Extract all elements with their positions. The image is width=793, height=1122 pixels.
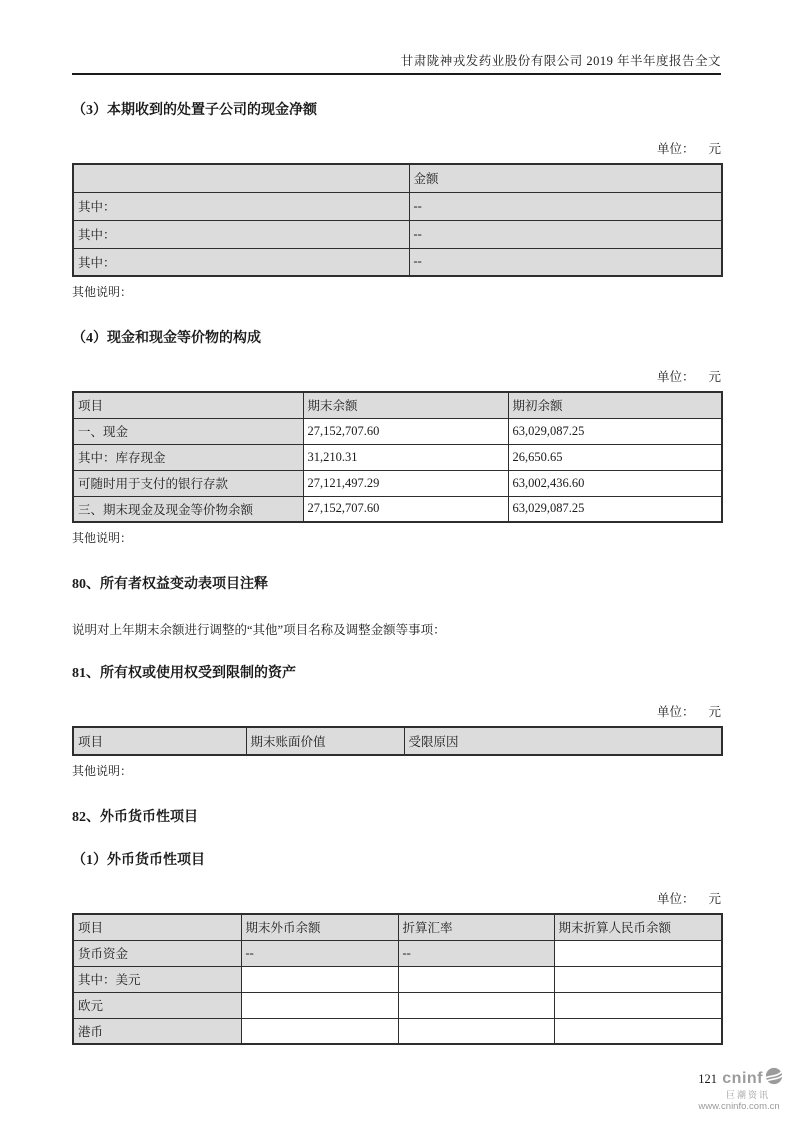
table-header-row — [73, 164, 722, 192]
unit-line-1 — [72, 139, 721, 157]
rmb-balance — [554, 992, 722, 1018]
table-row — [73, 966, 722, 992]
row-item: 欧元 — [73, 992, 241, 1018]
page-header — [72, 0, 721, 75]
ending-balance: 27,121,497.29 — [303, 470, 508, 496]
col-header-foreign-balance: 期末外币余额 — [241, 914, 398, 940]
section-82-title: 82、外币货币性项目 — [72, 810, 198, 825]
cninfo-logo-subtext: 巨潮资讯 — [725, 1089, 770, 1100]
row-item: 港币 — [73, 1018, 241, 1044]
col-header-item: 项目 — [73, 392, 303, 418]
foreign-balance — [241, 992, 398, 1018]
table-row — [73, 470, 722, 496]
table-row — [73, 220, 722, 248]
row-label: 其中： — [73, 248, 409, 276]
cninfo-logo-row — [693, 1067, 785, 1090]
unit-value: 元 — [708, 370, 721, 384]
cninfo-logo-text: cninf — [722, 1069, 763, 1087]
table-header-row — [73, 392, 722, 418]
table-row — [73, 940, 722, 966]
unit-value: 元 — [708, 142, 721, 156]
col-header-restriction-reason: 受限原因 — [404, 727, 722, 755]
unit-line-3 — [72, 702, 721, 720]
rmb-balance — [554, 966, 722, 992]
cninfo-logo-url: www.cninfo.com.cn — [698, 1100, 780, 1112]
row-item: 其中：美元 — [73, 966, 241, 992]
col-header-rmb-balance: 期末折算人民币余额 — [554, 914, 722, 940]
restricted-assets-table — [72, 726, 723, 756]
unit-line-2 — [72, 367, 721, 385]
section-82-subtitle: （1）外币货币性项目 — [72, 853, 205, 868]
beginning-balance: 63,029,087.25 — [508, 496, 722, 522]
beginning-balance: 63,002,436.60 — [508, 470, 722, 496]
cninfo-globe-icon — [765, 1067, 783, 1090]
unit-label: 单位： — [656, 370, 695, 384]
section-3-title: （3）本期收到的处置子公司的现金净额 — [72, 103, 317, 118]
section-81-title: 81、所有权或使用权受到限制的资产 — [72, 666, 296, 681]
rmb-balance — [554, 1018, 722, 1044]
doc-title: 甘肃陇神戎发药业股份有限公司 2019 年半年度报告全文 — [400, 54, 721, 68]
col-header-amount: 金额 — [409, 164, 722, 192]
col-header-book-value: 期末账面价值 — [246, 727, 404, 755]
exchange-rate — [398, 1018, 554, 1044]
table-row — [73, 248, 722, 276]
row-item: 可随时用于支付的银行存款 — [73, 470, 303, 496]
col-header-exchange-rate: 折算汇率 — [398, 914, 554, 940]
exchange-rate: -- — [398, 940, 554, 966]
table-row — [73, 496, 722, 522]
exchange-rate — [398, 966, 554, 992]
row-item: 其中：库存现金 — [73, 444, 303, 470]
foreign-currency-table — [72, 913, 723, 1045]
beginning-balance: 26,650.65 — [508, 444, 722, 470]
unit-label: 单位： — [656, 142, 695, 156]
table-row — [73, 444, 722, 470]
section-4-title: （4）现金和现金等价物的构成 — [72, 331, 261, 346]
row-value: -- — [409, 248, 722, 276]
ending-balance: 31,210.31 — [303, 444, 508, 470]
row-value: -- — [409, 220, 722, 248]
cninfo-logo — [693, 1067, 785, 1112]
section-80-title: 80、所有者权益变动表项目注释 — [72, 577, 268, 592]
table-row — [73, 1018, 722, 1044]
row-item: 一、现金 — [73, 418, 303, 444]
foreign-balance — [241, 966, 398, 992]
row-value: -- — [409, 192, 722, 220]
foreign-balance: -- — [241, 940, 398, 966]
rmb-balance — [554, 940, 722, 966]
table-row — [73, 992, 722, 1018]
col-header-blank — [73, 164, 409, 192]
table-header-row — [73, 914, 722, 940]
other-note-1: 其他说明： — [72, 285, 133, 299]
unit-value: 元 — [708, 705, 721, 719]
exchange-rate — [398, 992, 554, 1018]
table-row — [73, 418, 722, 444]
ending-balance: 27,152,707.60 — [303, 496, 508, 522]
cash-equivalents-table — [72, 391, 723, 523]
other-note-3: 其他说明： — [72, 764, 133, 778]
col-header-item: 项目 — [73, 727, 246, 755]
other-note-2: 其他说明： — [72, 531, 133, 545]
disposed-subsidiary-cash-table — [72, 163, 723, 277]
table-row — [73, 192, 722, 220]
unit-label: 单位： — [656, 705, 695, 719]
row-label: 其中： — [73, 192, 409, 220]
col-header-item: 项目 — [73, 914, 241, 940]
table-header-row — [73, 727, 722, 755]
col-header-ending: 期末余额 — [303, 392, 508, 418]
row-item: 货币资金 — [73, 940, 241, 966]
unit-line-4 — [72, 889, 721, 907]
row-item: 三、期末现金及现金等价物余额 — [73, 496, 303, 522]
page-content — [72, 0, 721, 1087]
ending-balance: 27,152,707.60 — [303, 418, 508, 444]
unit-label: 单位： — [656, 892, 695, 906]
beginning-balance: 63,029,087.25 — [508, 418, 722, 444]
unit-value: 元 — [708, 892, 721, 906]
row-label: 其中： — [73, 220, 409, 248]
foreign-balance — [241, 1018, 398, 1044]
section-80-body: 说明对上年期末余额进行调整的“其他”项目名称及调整金额等事项： — [72, 623, 446, 637]
col-header-beginning: 期初余额 — [508, 392, 722, 418]
page-number: 121 — [698, 1072, 717, 1086]
